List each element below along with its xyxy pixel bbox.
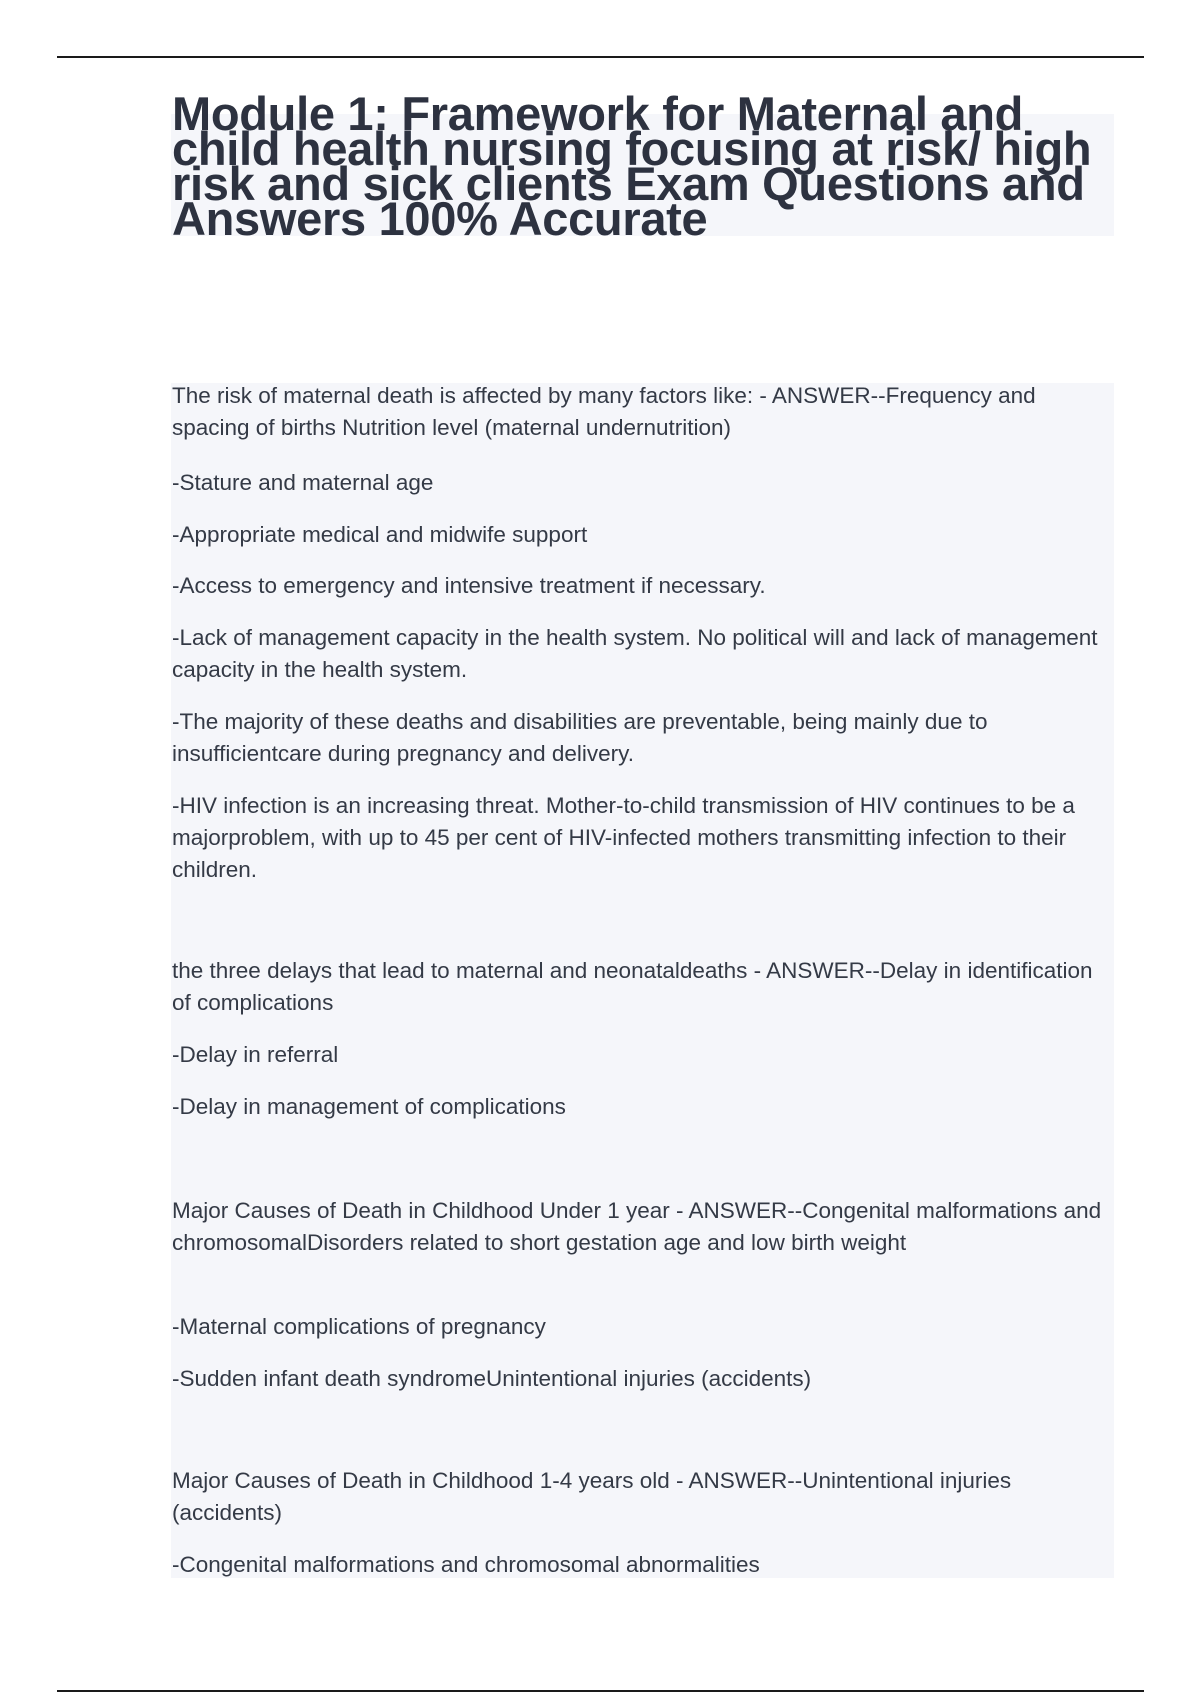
question-causes-under-1: Major Causes of Death in Childhood Under 1 year - ANSWER--Congenital malformations and chromosomalDisorders related to short gestation age and low birth weight xyxy=(172,1198,1102,1255)
question-maternal-death-risk: The risk of maternal death is affected by many factors like: - ANSWER--Frequency and spacing of births Nutrition level (maternal undernutrition) xyxy=(172,383,1036,440)
top-rule xyxy=(57,56,1144,58)
bottom-rule xyxy=(57,1690,1144,1692)
answer-line: -Sudden infant death syndromeUnintentional injuries (accidents) xyxy=(172,1366,812,1391)
question-causes-1-4: Major Causes of Death in Childhood 1-4 years old - ANSWER--Unintentional injuries (accidents) xyxy=(172,1468,1012,1525)
answer-line: -Access to emergency and intensive treatment if necessary. xyxy=(172,573,766,598)
answer-line: -Appropriate medical and midwife support xyxy=(172,522,588,547)
answer-line: -Congenital malformations and chromosomal abnormalities xyxy=(172,1552,760,1577)
document-title: Module 1: Framework for Maternal and child health nursing focusing at risk/ high risk and sick clients Exam Questions and Answers 100% Accurate xyxy=(172,87,1092,245)
answer-line: -The majority of these deaths and disabilities are preventable, being mainly due to insufficientcare during pregnancy and delivery. xyxy=(172,709,988,766)
answer-line: -Delay in referral xyxy=(172,1042,339,1067)
question-three-delays: the three delays that lead to maternal and neonataldeaths - ANSWER--Delay in identification of complications xyxy=(172,958,1093,1015)
answer-line: -Stature and maternal age xyxy=(172,470,434,495)
answer-line: -Maternal complications of pregnancy xyxy=(172,1314,546,1339)
answer-line: -Delay in management of complications xyxy=(172,1094,566,1119)
answer-line: -Lack of management capacity in the health system. No political will and lack of management capacity in the health system. xyxy=(172,625,1098,682)
answer-line: -HIV infection is an increasing threat. Mother-to-child transmission of HIV continues to be a majorproblem, with up to 45 per cent of HIV-infected mothers transmitting infection to their children. xyxy=(172,793,1075,882)
